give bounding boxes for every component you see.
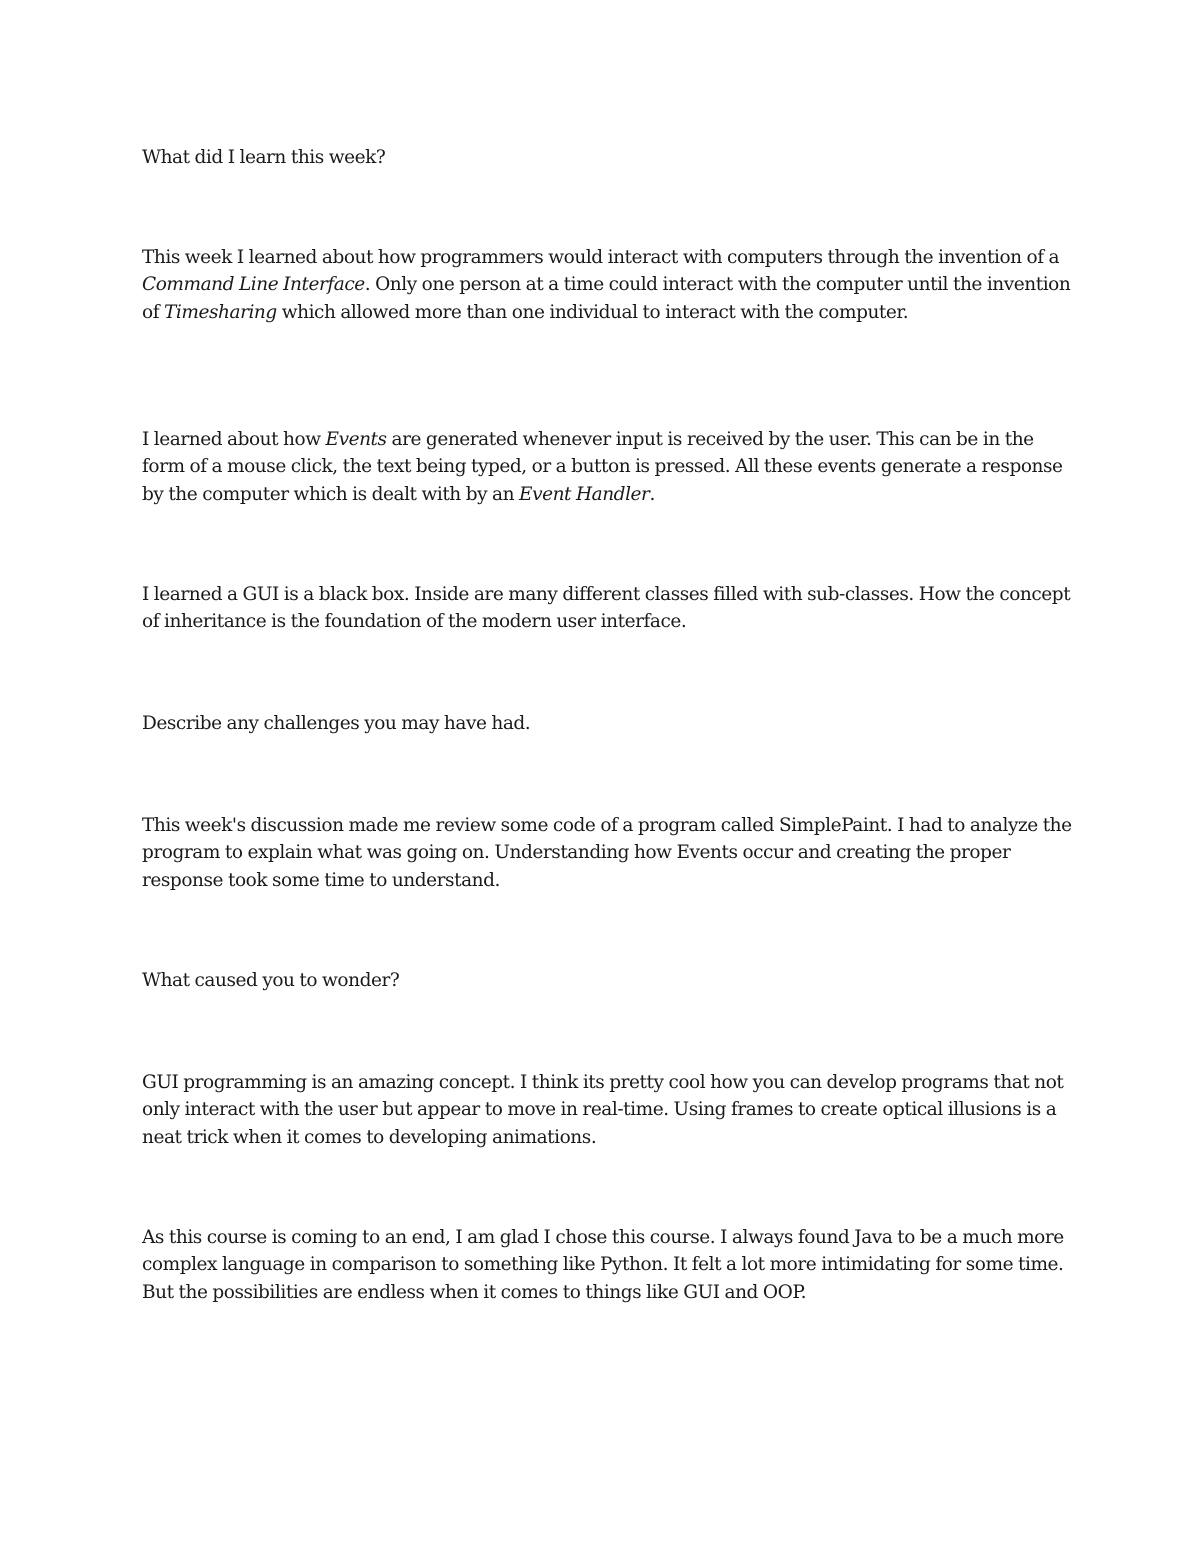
question-learned: What did I learn this week? <box>142 147 386 168</box>
paragraph-simplepaint: This week's discussion made me review some code of a program called SimplePaint. I had to analyze the program to explain what was going on. Understanding how Events occur and creating the proper response took some time to understand. <box>142 815 1072 891</box>
term-event-handler: Event Handler <box>519 483 650 505</box>
paragraph-text: which allowed more than one individual to interact with the computer. <box>276 301 909 323</box>
term-events: Events <box>325 429 387 450</box>
paragraph-text: . Only one person at a time could interact with the computer until the invention of <box>142 274 1071 323</box>
paragraph-text: are generated whenever input is received by the user. This can be in the form of a mouse click, the text being typed, or a button is pressed. All these events generate a response by the computer which is dealt with by an <box>142 429 1063 505</box>
paragraph-events <box>142 426 1072 508</box>
paragraph-command-line <box>142 244 1072 326</box>
paragraph-text: This week I learned about how programmers would interact with computers through the invention of a <box>142 247 1060 268</box>
paragraph-course-end: As this course is coming to an end, I am glad I chose this course. I always found Java to be a much more complex language in comparison to something like Python. It felt a lot more intimidating for some time. But the possibilities are endless when it comes to things like GUI and OOP. <box>142 1227 1064 1303</box>
question-challenges: Describe any challenges you may have had. <box>142 713 531 734</box>
paragraph-text: I learned about how <box>142 429 326 450</box>
paragraph-gui-programming: GUI programming is an amazing concept. I think its pretty cool how you can develop programs that not only interact with the user but appear to move in real-time. Using frames to create optical illusions is a neat trick when it comes to developing animations. <box>142 1072 1064 1148</box>
question-wonder: What caused you to wonder? <box>142 970 400 991</box>
term-command-line-interface: Command Line Interface <box>142 274 365 296</box>
paragraph-gui-black-box: I learned a GUI is a black box. Inside are many different classes filled with sub-classes. How the concept of inheritance is the foundation of the modern user interface. <box>142 584 1071 633</box>
paragraph-text: . <box>649 483 655 505</box>
term-timesharing: Timesharing <box>164 301 277 323</box>
